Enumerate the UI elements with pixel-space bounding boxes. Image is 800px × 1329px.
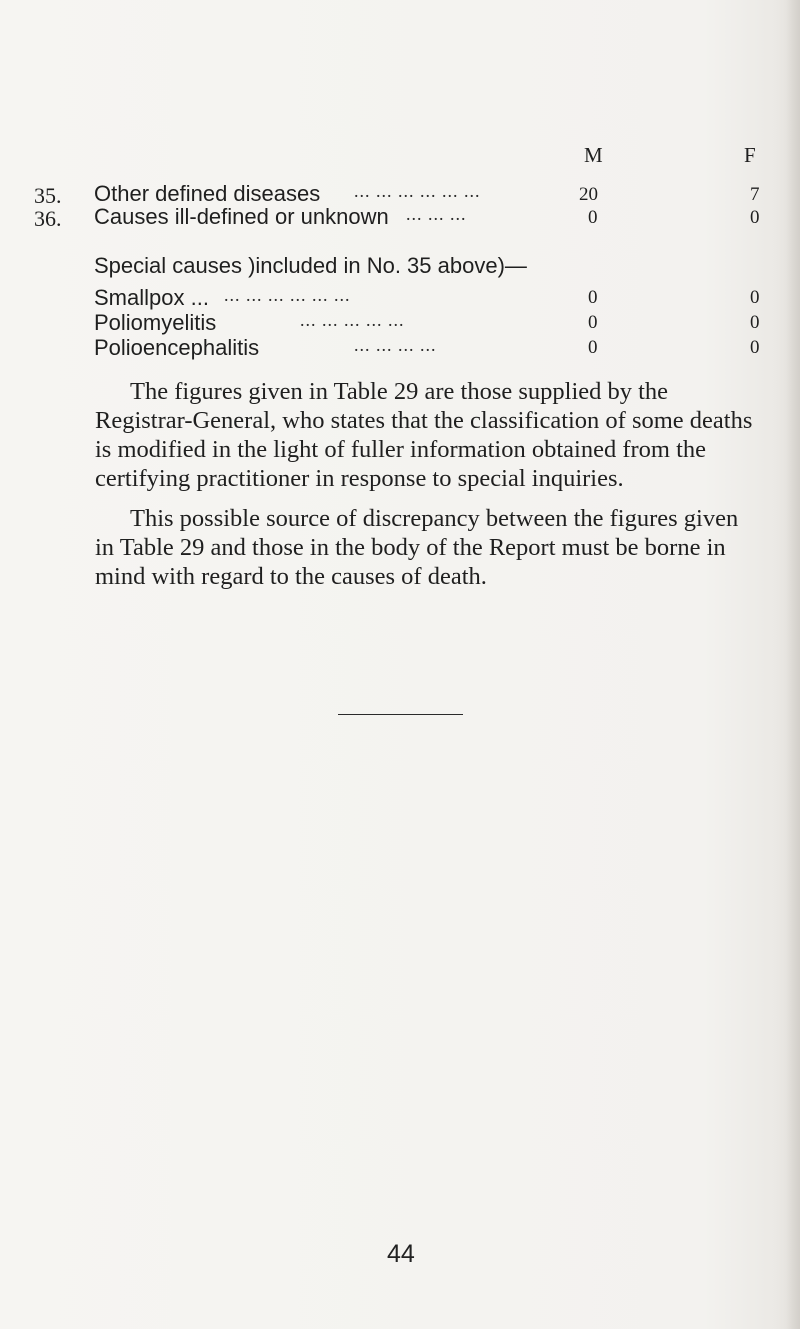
column-header-female: F xyxy=(744,143,756,167)
paragraph-line: Registrar-General, who states that the classification of some deaths xyxy=(95,407,753,434)
row-label: Other defined diseases xyxy=(94,181,321,206)
paragraph-line: certifying practitioner in response to special inquiries. xyxy=(95,465,624,492)
leader-dots: ... ... ... ... ... ... xyxy=(224,285,351,305)
row-number: 35. xyxy=(34,183,62,208)
row-value-male: 0 xyxy=(588,207,598,228)
special-row-label: Smallpox ... xyxy=(94,285,209,310)
paragraph-line: is modified in the light of fuller information obtained from the xyxy=(95,436,707,463)
special-row-value-female: 0 xyxy=(750,337,760,358)
special-row-label: Poliomyelitis xyxy=(94,310,217,335)
paragraph-line: The figures given in Table 29 are those supplied by the xyxy=(130,378,669,405)
section-divider xyxy=(338,714,463,715)
leader-dots: ... ... ... ... xyxy=(354,335,437,355)
leader-dots: ... ... ... ... ... xyxy=(300,310,405,330)
leader-dots: ... ... ... xyxy=(406,204,467,224)
paragraph-line: This possible source of discrepancy between the figures given xyxy=(130,505,739,532)
row-number: 36. xyxy=(34,206,62,231)
special-row-label: Polioencephalitis xyxy=(94,335,260,360)
special-row-value-female: 0 xyxy=(750,287,760,308)
special-row-value-male: 0 xyxy=(588,337,598,358)
column-header-male: M xyxy=(584,143,603,167)
special-row-value-male: 0 xyxy=(588,312,598,333)
row-label: Causes ill-defined or unknown xyxy=(94,204,389,229)
page-edge-shadow xyxy=(786,0,800,1329)
row-value-male: 20 xyxy=(579,184,598,205)
paragraph xyxy=(95,377,767,493)
paragraph-line: mind with regard to the causes of death. xyxy=(95,563,487,590)
paragraph xyxy=(95,504,767,591)
special-row-value-male: 0 xyxy=(588,287,598,308)
special-causes-heading: Special causes )included in No. 35 above)— xyxy=(94,253,527,278)
row-value-female: 7 xyxy=(750,184,760,205)
row-value-female: 0 xyxy=(750,207,760,228)
page-number: 44 xyxy=(387,1240,415,1268)
paragraph-line: in Table 29 and those in the body of the Report must be borne in xyxy=(95,534,726,561)
leader-dots: ... ... ... ... ... ... xyxy=(354,181,481,201)
special-row-value-female: 0 xyxy=(750,312,760,333)
